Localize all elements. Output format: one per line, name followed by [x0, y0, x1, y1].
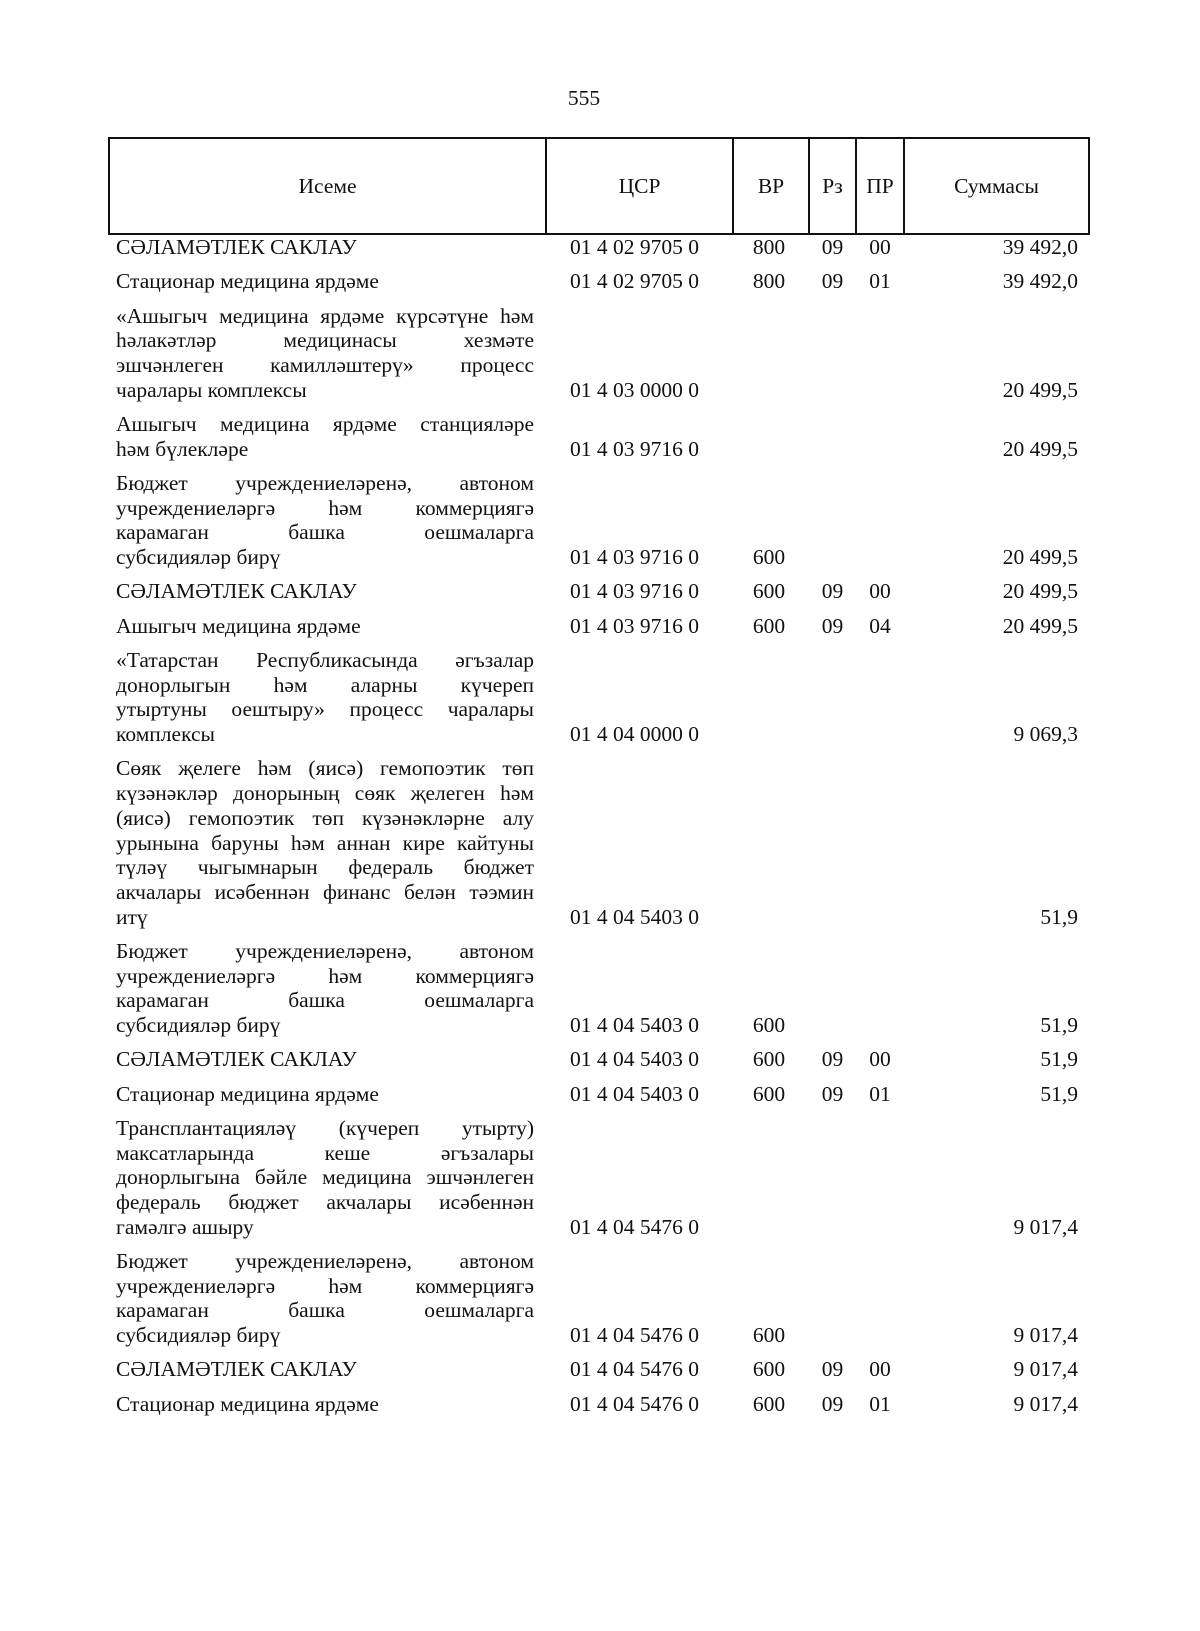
header-rz: Рз: [809, 138, 856, 234]
table-row: [109, 1249, 1089, 1357]
row-csr: 01 4 03 9716 0: [570, 436, 699, 461]
row-vr: 600: [752, 1391, 786, 1416]
row-name-line: донорлыгын һәм аларны күчереп: [116, 672, 534, 697]
row-name-line: урынына баруны һәм аннан кире кайтуны: [116, 830, 534, 855]
table-row: [109, 1047, 1089, 1081]
row-name: [109, 579, 546, 613]
row-vr: 600: [752, 613, 786, 638]
row-csr: 01 4 04 5476 0: [570, 1391, 699, 1416]
row-name: [109, 304, 546, 412]
row-rz: 09: [821, 269, 844, 294]
row-sum: 51,9: [1040, 1013, 1078, 1038]
row-name-line: акчалары исәбеннән финанс белән тәэмин: [116, 879, 534, 904]
header-pr: ПР: [856, 138, 904, 234]
row-vr: [733, 756, 809, 939]
row-rz: 09: [821, 1391, 844, 1416]
row-name-line: СӘЛАМӘТЛЕК САКЛАУ: [116, 579, 357, 604]
row-name-line: Сөяк җелеге һәм (яисә) гемопоэтик төп: [116, 756, 534, 781]
row-vr: 800: [752, 269, 786, 294]
row-name-line: учреждениеләргә һәм коммерциягә: [116, 963, 534, 988]
row-csr: 01 4 04 5476 0: [570, 1357, 699, 1382]
row-vr: 600: [752, 1081, 786, 1106]
row-name-line: «Ашыгыч медицина ярдәме күрсәтүне һәм: [116, 303, 534, 328]
row-name: [109, 1249, 546, 1357]
table-row: [109, 1392, 1089, 1426]
row-sum: 9 017,4: [1013, 1357, 1078, 1382]
table-row: [109, 614, 1089, 648]
row-pr: [856, 1249, 904, 1357]
row-name-line: эшчәнлеген камилләштерү» процесс: [116, 353, 534, 377]
row-vr: 600: [752, 1357, 786, 1382]
row-name-line: Бюджет учреждениеләренә, автоном: [116, 938, 534, 963]
row-pr: 00: [869, 1047, 891, 1072]
row-name: [109, 756, 546, 939]
table-row: [109, 1082, 1089, 1116]
budget-table: [108, 137, 1090, 1426]
row-name-line: Бюджет учреждениеләренә, автоном: [116, 471, 534, 495]
row-vr: 600: [752, 1323, 786, 1348]
row-rz: 09: [821, 1357, 844, 1382]
row-csr: 01 4 04 5403 0: [570, 1047, 699, 1072]
row-sum: 51,9: [1040, 1081, 1078, 1106]
row-name-line: һәм бүлекләре: [116, 436, 249, 461]
row-csr: 01 4 04 5403 0: [570, 904, 699, 929]
row-pr: 01: [869, 1391, 891, 1416]
row-csr: 01 4 04 5476 0: [570, 1214, 699, 1239]
row-name: [109, 412, 546, 471]
row-name-line: субсидияләр бирү: [116, 545, 281, 570]
row-name-line: максатларында кеше әгъзалары: [116, 1140, 534, 1165]
row-name-line: Ашыгыч медицина ярдәме: [116, 613, 361, 638]
row-sum: 9 017,4: [1013, 1214, 1078, 1239]
row-csr: 01 4 04 0000 0: [570, 722, 699, 747]
row-sum: 39 492,0: [1002, 269, 1078, 294]
header-sum: Суммасы: [904, 138, 1089, 234]
row-pr: [856, 304, 904, 412]
row-vr: 600: [752, 1047, 786, 1072]
row-pr: 01: [869, 1081, 891, 1106]
row-csr: 01 4 02 9705 0: [570, 269, 699, 294]
row-vr: 800: [752, 235, 786, 259]
row-name: [109, 471, 546, 579]
row-name-line: Бюджет учреждениеләренә, автоном: [116, 1249, 534, 1274]
row-sum: 20 499,5: [1002, 436, 1078, 461]
row-name-line: федераль бюджет акчалары исәбеннән: [116, 1190, 534, 1215]
row-name-line: СӘЛАМӘТЛЕК САКЛАУ: [116, 1047, 357, 1072]
row-vr: 600: [752, 1013, 786, 1038]
row-rz: [809, 1116, 856, 1249]
row-pr: [856, 412, 904, 471]
row-name-line: Трансплантацияләү (күчереп утырту): [116, 1115, 534, 1140]
row-rz: 09: [821, 235, 844, 259]
header-row: [109, 138, 1089, 234]
header-vr: ВР: [733, 138, 809, 234]
table-row: [109, 412, 1089, 471]
row-rz: [809, 939, 856, 1047]
table-row: [109, 471, 1089, 579]
row-pr: [856, 756, 904, 939]
row-name: [109, 269, 546, 303]
row-rz: [809, 1249, 856, 1357]
row-csr: 01 4 03 9716 0: [570, 613, 699, 638]
table-body: [109, 234, 1089, 1426]
row-vr: [733, 412, 809, 471]
row-name-line: күзәнәкләр донорының сөяк җелеген һәм: [116, 781, 534, 806]
row-name: [109, 614, 546, 648]
row-name-line: Стационар медицина ярдәме: [116, 1081, 379, 1106]
row-name-line: карамаган башка оешмаларга: [116, 988, 534, 1013]
row-sum: 9 017,4: [1013, 1323, 1078, 1348]
row-vr: [733, 648, 809, 756]
row-sum: 9 069,3: [1013, 722, 1078, 747]
row-name-line: «Татарстан Республикасында әгъзалар: [116, 648, 534, 672]
row-rz: 09: [821, 1047, 844, 1072]
row-rz: [809, 304, 856, 412]
row-pr: 00: [869, 235, 891, 259]
row-name-line: карамаган башка оешмаларга: [116, 520, 534, 545]
row-csr: 01 4 04 5403 0: [570, 1081, 699, 1106]
row-vr: 600: [752, 579, 786, 604]
row-rz: [809, 412, 856, 471]
row-name-line: һәлакәтләр медицинасы хезмәте: [116, 328, 534, 353]
row-name-line: (яисә) гемопоэтик төп күзәнәкләрне алу: [116, 805, 534, 830]
row-rz: 09: [821, 1081, 844, 1106]
row-csr: 01 4 04 5476 0: [570, 1323, 699, 1348]
row-vr: [733, 1116, 809, 1249]
row-sum: 39 492,0: [1002, 235, 1078, 259]
row-rz: [809, 756, 856, 939]
row-name-line: чаралары комплексы: [116, 377, 307, 402]
row-rz: [809, 648, 856, 756]
row-name-line: комплексы: [116, 722, 215, 747]
row-name-line: субсидияләр бирү: [116, 1013, 281, 1038]
row-name-line: итү: [116, 904, 148, 929]
row-pr: 04: [869, 613, 891, 638]
row-name-line: СӘЛАМӘТЛЕК САКЛАУ: [116, 1357, 357, 1382]
row-name-line: субсидияләр бирү: [116, 1323, 281, 1348]
row-sum: 51,9: [1040, 904, 1078, 929]
row-csr: 01 4 02 9705 0: [570, 235, 699, 259]
table-row: [109, 579, 1089, 613]
row-name: [109, 648, 546, 756]
row-rz: 09: [821, 579, 844, 604]
row-name: [109, 1047, 546, 1081]
header-csr: ЦСР: [546, 138, 733, 234]
row-name: [109, 1357, 546, 1391]
row-name-line: донорлыгына бәйле медицина эшчәнлеген: [116, 1165, 534, 1190]
row-name-line: Стационар медицина ярдәме: [116, 1391, 379, 1416]
row-sum: 9 017,4: [1013, 1391, 1078, 1416]
row-pr: [856, 471, 904, 579]
row-name-line: Ашыгыч медицина ярдәме станцияләре: [116, 412, 534, 436]
row-csr: 01 4 04 5403 0: [570, 1013, 699, 1038]
row-name: [109, 1116, 546, 1249]
row-pr: 00: [869, 1357, 891, 1382]
row-name: [109, 1392, 546, 1426]
table-row: [109, 269, 1089, 303]
row-rz: [809, 471, 856, 579]
row-sum: 20 499,5: [1002, 545, 1078, 570]
row-name-line: учреждениеләргә һәм коммерциягә: [116, 495, 534, 520]
table-row: [109, 1116, 1089, 1249]
row-pr: 00: [869, 579, 891, 604]
row-rz: 09: [821, 613, 844, 638]
row-name-line: СӘЛАМӘТЛЕК САКЛАУ: [116, 235, 357, 259]
row-pr: [856, 1116, 904, 1249]
row-csr: 01 4 03 9716 0: [570, 579, 699, 604]
table-row: [109, 939, 1089, 1047]
row-sum: 20 499,5: [1002, 579, 1078, 604]
row-name-line: гамәлгә ашыру: [116, 1214, 254, 1239]
table-row: [109, 234, 1089, 269]
row-name: [109, 939, 546, 1047]
row-csr: 01 4 03 0000 0: [570, 377, 699, 402]
row-sum: 20 499,5: [1002, 613, 1078, 638]
table-row: [109, 648, 1089, 756]
row-vr: 600: [752, 545, 786, 570]
row-name: [109, 234, 546, 269]
row-name: [109, 1082, 546, 1116]
row-pr: 01: [869, 269, 891, 294]
table-row: [109, 756, 1089, 939]
page-number: 555: [567, 86, 601, 110]
table-header: [109, 138, 1089, 234]
row-pr: [856, 939, 904, 1047]
row-vr: [733, 304, 809, 412]
row-name-line: утыртуны оештыру» процесс чаралары: [116, 697, 534, 722]
header-name: Исеме: [109, 138, 546, 234]
row-name-line: түләү чыгымнарын федераль бюджет: [116, 855, 534, 880]
table-row: [109, 304, 1089, 412]
row-sum: 51,9: [1040, 1047, 1078, 1072]
row-pr: [856, 648, 904, 756]
row-name-line: Стационар медицина ярдәме: [116, 269, 379, 294]
row-name-line: учреждениеләргә һәм коммерциягә: [116, 1273, 534, 1298]
table-row: [109, 1357, 1089, 1391]
row-csr: 01 4 03 9716 0: [570, 545, 699, 570]
row-name-line: карамаган башка оешмаларга: [116, 1298, 534, 1323]
row-sum: 20 499,5: [1002, 377, 1078, 402]
